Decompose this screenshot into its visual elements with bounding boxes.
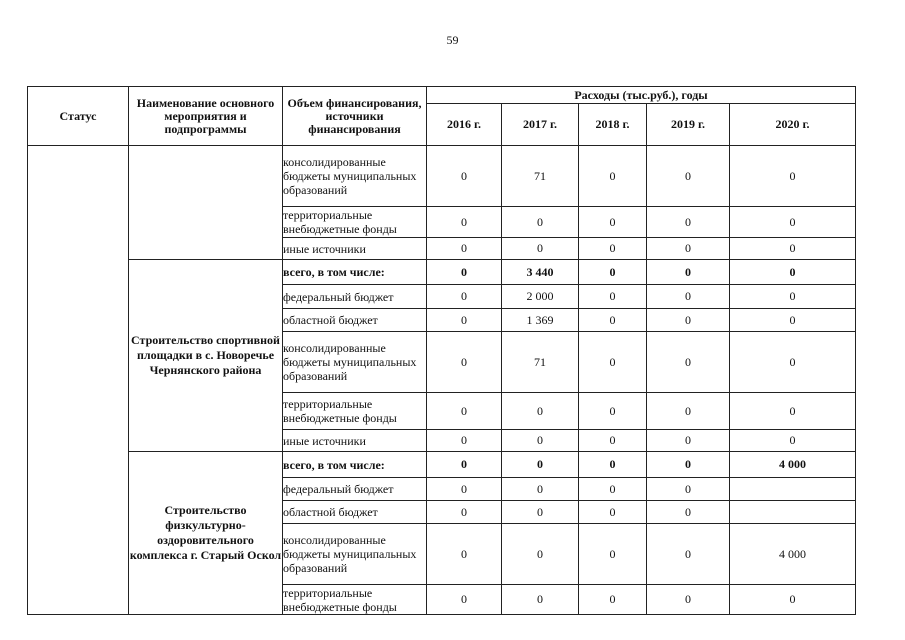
header-year: 2018 г.: [579, 104, 647, 146]
measure-name-cell: Строительство физкультурно-оздоровительного комплекса г. Старый Оскол: [129, 452, 283, 615]
value-cell: 0: [579, 260, 647, 285]
value-cell: 0: [730, 309, 856, 332]
value-cell: 0: [647, 332, 730, 393]
header-status: Статус: [28, 87, 129, 146]
value-cell: 0: [730, 585, 856, 615]
value-cell: 4 000: [730, 524, 856, 585]
value-cell: 0: [427, 452, 502, 478]
value-cell: 0: [579, 285, 647, 309]
value-cell: 0: [730, 238, 856, 260]
value-cell: 0: [647, 452, 730, 478]
value-cell: 0: [579, 501, 647, 524]
value-cell: 71: [502, 146, 579, 207]
value-cell: 0: [579, 146, 647, 207]
value-cell: 0: [647, 309, 730, 332]
header-year: 2017 г.: [502, 104, 579, 146]
table-row: [28, 452, 856, 478]
measure-name-cell: [129, 146, 283, 260]
value-cell: 0: [579, 585, 647, 615]
value-cell: [730, 478, 856, 501]
value-cell: 0: [427, 238, 502, 260]
value-cell: 0: [647, 393, 730, 430]
value-cell: 0: [427, 146, 502, 207]
value-cell: 0: [647, 478, 730, 501]
value-cell: 2 000: [502, 285, 579, 309]
value-cell: 0: [579, 393, 647, 430]
header-year: 2020 г.: [730, 104, 856, 146]
header-year: 2016 г.: [427, 104, 502, 146]
value-cell: 1 369: [502, 309, 579, 332]
value-cell: 0: [579, 238, 647, 260]
value-cell: 0: [579, 452, 647, 478]
measure-name-cell: Строительство спортивной площадки в с. Новоречье Чернянского района: [129, 260, 283, 452]
value-cell: 0: [579, 478, 647, 501]
page-number: 59: [446, 33, 459, 47]
value-cell: 0: [730, 260, 856, 285]
source-cell: всего, в том числе:: [283, 260, 427, 285]
source-cell: консолидированные бюджеты муниципальных образований: [283, 524, 427, 585]
value-cell: 0: [502, 452, 579, 478]
source-cell: иные источники: [283, 238, 427, 260]
value-cell: 0: [427, 260, 502, 285]
source-cell: консолидированные бюджеты муниципальных образований: [283, 146, 427, 207]
value-cell: 0: [427, 585, 502, 615]
value-cell: 4 000: [730, 452, 856, 478]
value-cell: 0: [730, 285, 856, 309]
value-cell: 0: [730, 393, 856, 430]
value-cell: 0: [427, 524, 502, 585]
source-cell: областной бюджет: [283, 501, 427, 524]
value-cell: 0: [502, 238, 579, 260]
funding-table: [27, 86, 856, 615]
source-cell: всего, в том числе:: [283, 452, 427, 478]
source-cell: территориальные внебюджетные фонды: [283, 393, 427, 430]
value-cell: 0: [579, 430, 647, 452]
value-cell: 0: [647, 524, 730, 585]
value-cell: 0: [502, 524, 579, 585]
value-cell: 0: [730, 207, 856, 238]
source-cell: территориальные внебюджетные фонды: [283, 207, 427, 238]
value-cell: 0: [647, 260, 730, 285]
source-cell: федеральный бюджет: [283, 478, 427, 501]
header-name: Наименование основного мероприятия и подпрограммы: [129, 87, 283, 146]
value-cell: 0: [579, 332, 647, 393]
header-year: 2019 г.: [647, 104, 730, 146]
status-cell: [28, 146, 129, 615]
value-cell: 0: [502, 585, 579, 615]
source-cell: федеральный бюджет: [283, 285, 427, 309]
value-cell: 0: [502, 501, 579, 524]
value-cell: 0: [579, 207, 647, 238]
value-cell: 0: [579, 524, 647, 585]
value-cell: 0: [427, 285, 502, 309]
value-cell: 0: [730, 430, 856, 452]
value-cell: 71: [502, 332, 579, 393]
value-cell: 0: [579, 309, 647, 332]
table-row: [28, 146, 856, 207]
source-cell: иные источники: [283, 430, 427, 452]
value-cell: 0: [730, 332, 856, 393]
source-cell: территориальные внебюджетные фонды: [283, 585, 427, 615]
value-cell: 0: [427, 309, 502, 332]
value-cell: 0: [647, 146, 730, 207]
value-cell: 0: [502, 393, 579, 430]
value-cell: 0: [647, 501, 730, 524]
header-expenses: Расходы (тыс.руб.), годы: [427, 87, 856, 104]
value-cell: 0: [427, 478, 502, 501]
value-cell: 0: [647, 285, 730, 309]
value-cell: 0: [502, 430, 579, 452]
value-cell: [730, 501, 856, 524]
source-cell: областной бюджет: [283, 309, 427, 332]
value-cell: 0: [502, 207, 579, 238]
value-cell: 0: [427, 501, 502, 524]
header-volume: Объем финансирования, источники финансирования: [283, 87, 427, 146]
value-cell: 0: [427, 430, 502, 452]
value-cell: 0: [427, 332, 502, 393]
value-cell: 0: [647, 238, 730, 260]
value-cell: 3 440: [502, 260, 579, 285]
source-cell: консолидированные бюджеты муниципальных образований: [283, 332, 427, 393]
value-cell: 0: [502, 478, 579, 501]
table-row: [28, 260, 856, 285]
value-cell: 0: [730, 146, 856, 207]
value-cell: 0: [427, 393, 502, 430]
value-cell: 0: [647, 207, 730, 238]
value-cell: 0: [647, 585, 730, 615]
value-cell: 0: [647, 430, 730, 452]
value-cell: 0: [427, 207, 502, 238]
